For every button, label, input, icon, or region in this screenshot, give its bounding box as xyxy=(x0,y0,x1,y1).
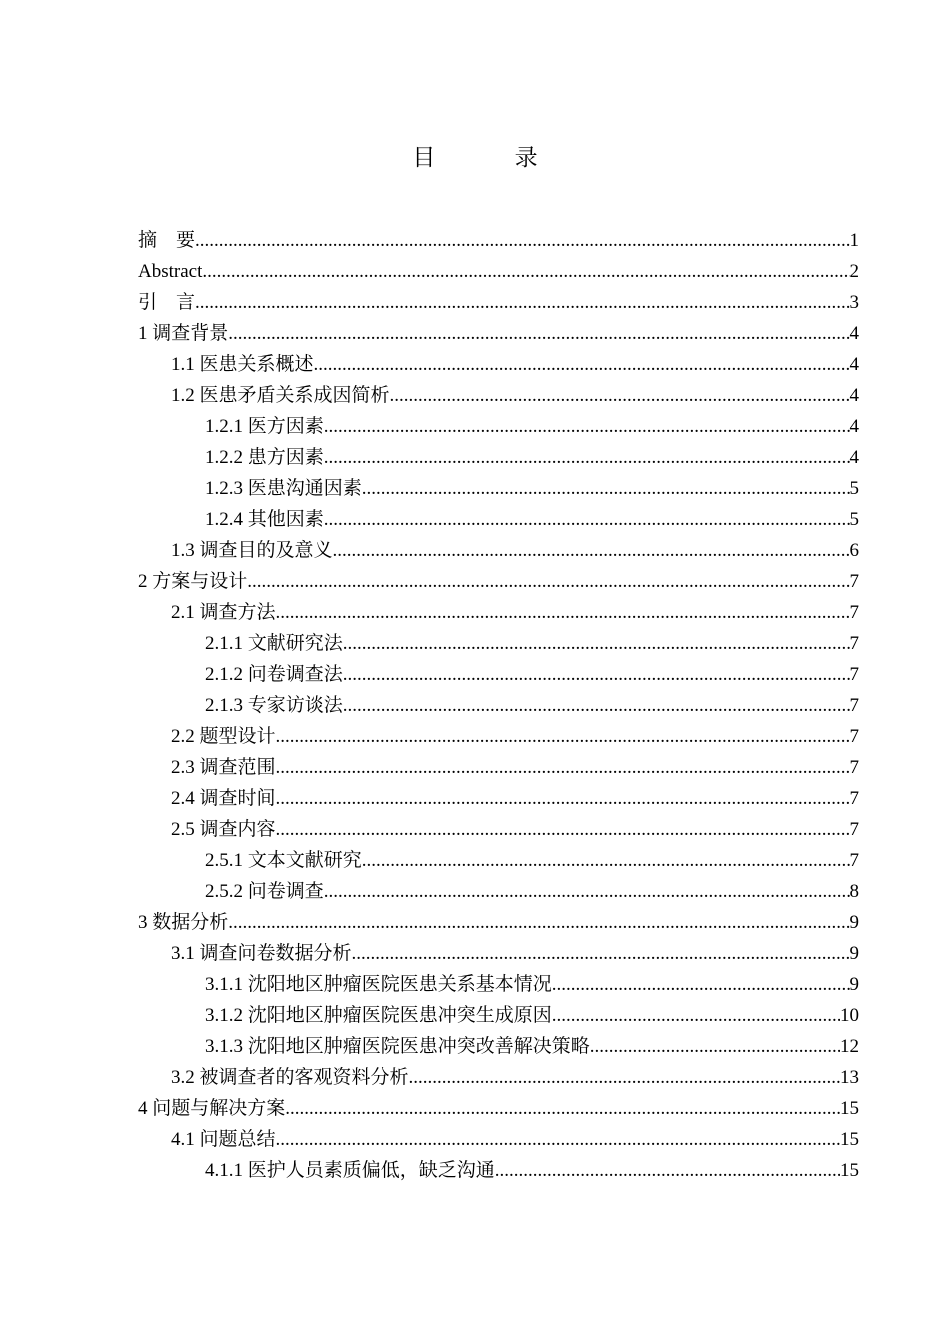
toc-entry-page-number: 1 xyxy=(849,230,859,251)
toc-dot-leader xyxy=(285,1093,840,1124)
toc-entry[interactable] xyxy=(138,659,859,690)
toc-entry-label: 2 方案与设计 xyxy=(138,571,248,592)
toc-entry-label: 4.1.1 医护人员素质偏低，缺乏沟通 xyxy=(205,1160,495,1181)
toc-entry-label: 2.1.1 文献研究法 xyxy=(205,633,343,654)
toc-entry-label: 1.1 医患关系概述 xyxy=(171,354,314,375)
toc-entry-label: 1.2.4 其他因素 xyxy=(205,509,324,530)
toc-entry-label: 引 言 xyxy=(138,292,196,313)
toc-entry[interactable] xyxy=(138,504,859,535)
toc-entry[interactable] xyxy=(138,566,859,597)
toc-entry-page-number: 13 xyxy=(840,1067,859,1088)
toc-entry[interactable] xyxy=(138,442,859,473)
toc-entry-page-number: 15 xyxy=(840,1098,859,1119)
toc-entry-label: 2.1.2 问卷调查法 xyxy=(205,664,343,685)
toc-entry-label: 1.2.2 患方因素 xyxy=(205,447,324,468)
toc-entry-page-number: 4 xyxy=(849,416,859,437)
toc-entry-page-number: 15 xyxy=(840,1160,859,1181)
toc-dot-leader xyxy=(343,690,850,721)
toc-dot-leader xyxy=(202,256,849,287)
toc-entry-page-number: 7 xyxy=(849,633,859,654)
toc-dot-leader xyxy=(362,845,850,876)
toc-entry-label: 2.1 调查方法 xyxy=(171,602,276,623)
toc-dot-leader xyxy=(276,814,850,845)
toc-entry-page-number: 7 xyxy=(849,757,859,778)
toc-entry[interactable] xyxy=(138,1093,859,1124)
toc-entry[interactable] xyxy=(138,380,859,411)
toc-dot-leader xyxy=(362,473,850,504)
toc-dot-leader xyxy=(495,1155,840,1186)
toc-dot-leader xyxy=(552,969,850,1000)
toc-entry-label: 3.2 被调查者的客观资料分析 xyxy=(171,1067,409,1088)
toc-entry-page-number: 7 xyxy=(849,850,859,871)
toc-entry[interactable] xyxy=(138,225,859,256)
toc-entry-label: 4.1 问题总结 xyxy=(171,1129,276,1150)
toc-entry[interactable] xyxy=(138,845,859,876)
toc-entry-page-number: 9 xyxy=(849,974,859,995)
toc-entry-label: 1.3 调查目的及意义 xyxy=(171,540,333,561)
toc-entry-page-number: 4 xyxy=(849,447,859,468)
toc-entry-label: 2.4 调查时间 xyxy=(171,788,276,809)
toc-entry-page-number: 7 xyxy=(849,788,859,809)
toc-dot-leader xyxy=(276,1124,840,1155)
toc-entry[interactable] xyxy=(138,690,859,721)
toc-entry[interactable] xyxy=(138,256,859,287)
toc-entry-label: 3.1.1 沈阳地区肿瘤医院医患关系基本情况 xyxy=(205,974,552,995)
page-title: 目 录 xyxy=(412,145,574,171)
toc-entry[interactable] xyxy=(138,783,859,814)
toc-entry-page-number: 7 xyxy=(849,664,859,685)
toc-entry-label: 摘 要 xyxy=(138,230,196,251)
toc-entry-label: 2.2 题型设计 xyxy=(171,726,276,747)
toc-dot-leader xyxy=(333,535,850,566)
toc-entry-label: 1.2.3 医患沟通因素 xyxy=(205,478,362,499)
toc-dot-leader xyxy=(324,504,850,535)
toc-entry-label: 2.5.1 文本文献研究 xyxy=(205,850,362,871)
toc-entry-page-number: 9 xyxy=(849,943,859,964)
toc-entry-page-number: 4 xyxy=(849,385,859,406)
toc-entry-page-number: 7 xyxy=(849,819,859,840)
toc-dot-leader xyxy=(314,349,850,380)
toc-dot-leader xyxy=(343,628,850,659)
toc-entry[interactable] xyxy=(138,1155,859,1186)
toc-entry-page-number: 7 xyxy=(849,571,859,592)
toc-entry-page-number: 4 xyxy=(849,354,859,375)
toc-entry[interactable] xyxy=(138,287,859,318)
toc-entry-page-number: 7 xyxy=(849,695,859,716)
table-of-contents xyxy=(138,225,859,1186)
toc-dot-leader xyxy=(552,1000,840,1031)
toc-dot-leader xyxy=(276,597,850,628)
toc-entry-page-number: 7 xyxy=(849,726,859,747)
toc-dot-leader xyxy=(324,411,850,442)
toc-dot-leader xyxy=(195,287,849,318)
toc-entry-label: 1 调查背景 xyxy=(138,323,229,344)
toc-dot-leader xyxy=(276,752,850,783)
toc-entry-label: 2.3 调查范围 xyxy=(171,757,276,778)
toc-entry-label: 3.1.3 沈阳地区肿瘤医院医患冲突改善解决策略 xyxy=(205,1036,590,1057)
toc-entry-label: 2.5.2 问卷调查 xyxy=(205,881,324,902)
toc-entry-page-number: 3 xyxy=(849,292,859,313)
toc-dot-leader xyxy=(276,721,850,752)
toc-entry[interactable] xyxy=(138,1031,859,1062)
toc-entry[interactable] xyxy=(138,1062,859,1093)
toc-entry[interactable] xyxy=(138,628,859,659)
toc-dot-leader xyxy=(324,442,850,473)
toc-entry[interactable] xyxy=(138,969,859,1000)
toc-dot-leader xyxy=(390,380,850,411)
toc-entry-label: 3.1.2 沈阳地区肿瘤医院医患冲突生成原因 xyxy=(205,1005,552,1026)
toc-entry[interactable] xyxy=(138,349,859,380)
toc-entry[interactable] xyxy=(138,535,859,566)
toc-entry[interactable] xyxy=(138,721,859,752)
toc-dot-leader xyxy=(195,225,849,256)
toc-entry-label: 1.2.1 医方因素 xyxy=(205,416,324,437)
toc-entry[interactable] xyxy=(138,752,859,783)
toc-entry[interactable] xyxy=(138,814,859,845)
toc-entry-label: 2.1.3 专家访谈法 xyxy=(205,695,343,716)
toc-entry[interactable] xyxy=(138,473,859,504)
toc-entry-label: 3.1 调查问卷数据分析 xyxy=(171,943,352,964)
toc-entry-label: 3 数据分析 xyxy=(138,912,229,933)
toc-entry[interactable] xyxy=(138,938,859,969)
toc-dot-leader xyxy=(247,566,849,597)
toc-entry-label: 2.5 调查内容 xyxy=(171,819,276,840)
toc-entry[interactable] xyxy=(138,597,859,628)
toc-entry[interactable] xyxy=(138,1124,859,1155)
toc-entry-page-number: 9 xyxy=(849,912,859,933)
toc-dot-leader xyxy=(228,318,849,349)
toc-entry[interactable] xyxy=(138,876,859,907)
toc-entry-page-number: 5 xyxy=(849,509,859,530)
toc-dot-leader xyxy=(409,1062,840,1093)
toc-entry-page-number: 8 xyxy=(849,881,859,902)
toc-entry-page-number: 7 xyxy=(849,602,859,623)
toc-entry-page-number: 15 xyxy=(840,1129,859,1150)
toc-entry-label: 1.2 医患矛盾关系成因简析 xyxy=(171,385,390,406)
toc-entry-label: 4 问题与解决方案 xyxy=(138,1098,286,1119)
toc-dot-leader xyxy=(352,938,850,969)
toc-entry-label: Abstract xyxy=(138,261,203,282)
toc-dot-leader xyxy=(324,876,850,907)
toc-dot-leader xyxy=(276,783,850,814)
toc-dot-leader xyxy=(590,1031,840,1062)
toc-dot-leader xyxy=(228,907,849,938)
toc-entry[interactable] xyxy=(138,907,859,938)
toc-dot-leader xyxy=(343,659,850,690)
toc-entry-page-number: 10 xyxy=(840,1005,859,1026)
toc-entry-page-number: 2 xyxy=(849,261,859,282)
toc-entry[interactable] xyxy=(138,1000,859,1031)
toc-entry[interactable] xyxy=(138,411,859,442)
toc-entry-page-number: 6 xyxy=(849,540,859,561)
toc-entry[interactable] xyxy=(138,318,859,349)
toc-entry-page-number: 4 xyxy=(849,323,859,344)
toc-entry-page-number: 5 xyxy=(849,478,859,499)
toc-entry-page-number: 12 xyxy=(840,1036,859,1057)
